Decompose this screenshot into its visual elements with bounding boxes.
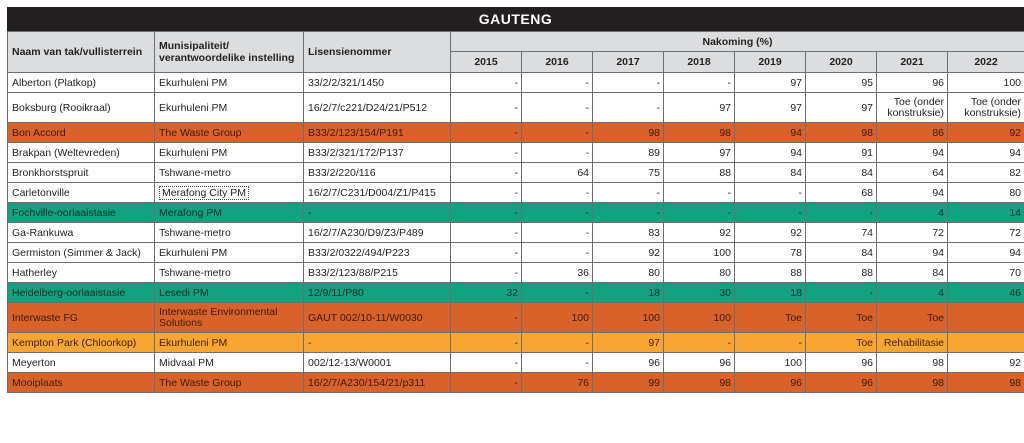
cell-license: 33/2/2/321/1450 [304,73,451,93]
cell-name: Meyerton [8,353,155,373]
cell-value: 88 [735,263,806,283]
cell-name: Interwaste FG [8,303,155,333]
cell-value: 91 [806,143,877,163]
cell-value: 76 [522,373,593,393]
table-row [8,73,1024,93]
table-row [8,353,1024,373]
cell-name: Heidelberg-oorlaaistasie [8,283,155,303]
cell-value: 84 [806,243,877,263]
cell-value: - [522,73,593,93]
header-year: 2016 [522,52,593,73]
cell-value: - [451,243,522,263]
cell-value: - [451,183,522,203]
cell-license: 16/2/7/c221/D24/21/P512 [304,93,451,123]
cell-license: 16/2/7/A230/D9/Z3/P489 [304,223,451,243]
cell-value: 92 [948,353,1024,373]
table-row [8,333,1024,353]
cell-value: 96 [664,353,735,373]
cell-value: 94 [948,143,1024,163]
cell-value: 100 [735,353,806,373]
cell-license: B33/2/0322/494/P223 [304,243,451,263]
cell-value: - [735,203,806,223]
table-row [8,163,1024,183]
cell-value: - [451,263,522,283]
cell-value: 84 [877,263,948,283]
cell-municipality: Ekurhuleni PM [155,93,304,123]
cell-value: 96 [593,353,664,373]
cell-value: Toe [877,303,948,333]
cell-value: 68 [806,183,877,203]
header-municipality: Munisipaliteit/ verantwoordelike instelling [155,32,304,73]
cell-value: 82 [948,163,1024,183]
cell-municipality: Midvaal PM [155,353,304,373]
cell-value: 89 [593,143,664,163]
cell-value: 88 [806,263,877,283]
cell-name: Hatherley [8,263,155,283]
table-row [8,93,1024,123]
cell-value: 97 [593,333,664,353]
cell-value: 97 [735,93,806,123]
cell-value [948,303,1024,333]
cell-value: - [735,333,806,353]
cell-value: - [522,333,593,353]
cell-value: 18 [593,283,664,303]
cell-value: 80 [593,263,664,283]
cell-name: Germiston (Simmer & Jack) [8,243,155,263]
table-row [8,223,1024,243]
cell-value: 30 [664,283,735,303]
cell-value: 98 [593,123,664,143]
cell-value: - [451,123,522,143]
cell-value: 4 [877,283,948,303]
cell-municipality: Ekurhuleni PM [155,333,304,353]
cell-value: 94 [735,143,806,163]
cell-value: 88 [664,163,735,183]
cell-value: - [451,333,522,353]
header-compliance: Nakoming (%) [451,32,1024,52]
cell-name: Mooiplaats [8,373,155,393]
table-row [8,183,1024,203]
header-year: 2017 [593,52,664,73]
cell-value: 96 [877,73,948,93]
cell-value: 72 [877,223,948,243]
cell-value: 36 [522,263,593,283]
table-row [8,203,1024,223]
cell-municipality: Tshwane-metro [155,163,304,183]
cell-value: - [522,183,593,203]
cell-value: - [522,223,593,243]
cell-value: 75 [593,163,664,183]
cell-license: B33/2/123/154/P191 [304,123,451,143]
cell-license: B33/2/123/88/P215 [304,263,451,283]
cell-value: 100 [948,73,1024,93]
cell-value: 92 [948,123,1024,143]
cell-value: - [806,283,877,303]
cell-value: - [451,163,522,183]
cell-value: 95 [806,73,877,93]
cell-value: 96 [806,353,877,373]
cell-value: 94 [877,143,948,163]
cell-value: - [593,93,664,123]
cell-municipality: Ekurhuleni PM [155,243,304,263]
cell-value: 99 [593,373,664,393]
table-row [8,143,1024,163]
cell-value: 98 [664,123,735,143]
cell-value: - [522,243,593,263]
cell-license: GAUT 002/10-11/W0030 [304,303,451,333]
cell-name: Bon Accord [8,123,155,143]
cell-value: 97 [664,143,735,163]
cell-value: - [522,143,593,163]
cell-value: - [593,203,664,223]
cell-license: B33/2/321/172/P137 [304,143,451,163]
cell-value: 94 [877,183,948,203]
cell-value: 92 [735,223,806,243]
cell-value: 92 [593,243,664,263]
cell-value: 84 [806,163,877,183]
table-body [8,73,1024,393]
cell-license: - [304,203,451,223]
cell-value: 100 [664,243,735,263]
cell-license: - [304,333,451,353]
cell-value: 94 [735,123,806,143]
cell-name: Alberton (Platkop) [8,73,155,93]
cell-value: 94 [877,243,948,263]
cell-value: - [664,73,735,93]
table-row [8,243,1024,263]
cell-value: 74 [806,223,877,243]
cell-value: - [664,333,735,353]
header-year: 2020 [806,52,877,73]
header-year: 2021 [877,52,948,73]
cell-license: 002/12-13/W0001 [304,353,451,373]
cell-value: Rehabilitasie [877,333,948,353]
cell-value: Toe [806,333,877,353]
cell-municipality: Tshwane-metro [155,223,304,243]
cell-municipality: Tshwane-metro [155,263,304,283]
cell-value: - [451,203,522,223]
cell-value: - [451,303,522,333]
cell-license: B33/2/220/116 [304,163,451,183]
cell-value: 97 [735,73,806,93]
cell-municipality: Interwaste Environmental Solutions [155,303,304,333]
cell-value: 83 [593,223,664,243]
cell-municipality-text: Merafong City PM [159,186,249,200]
cell-value: 92 [664,223,735,243]
cell-value: Toe (onder konstruksie) [877,93,948,123]
cell-license: 16/2/7/A230/154/21/p311 [304,373,451,393]
cell-value: - [522,123,593,143]
table-row [8,123,1024,143]
cell-value: 100 [593,303,664,333]
cell-municipality: Ekurhuleni PM [155,143,304,163]
table-title: GAUTENG [7,7,1024,31]
table-row [8,263,1024,283]
cell-value: 98 [877,353,948,373]
cell-value: 96 [806,373,877,393]
cell-value: Toe [735,303,806,333]
cell-municipality [155,183,304,203]
cell-name: Bronkhorstspruit [8,163,155,183]
cell-value: - [451,223,522,243]
cell-value: 98 [664,373,735,393]
cell-value: 64 [877,163,948,183]
cell-value: 97 [806,93,877,123]
cell-value: - [451,143,522,163]
compliance-table [7,31,1024,393]
cell-value: 98 [948,373,1024,393]
cell-value: Toe (onder konstruksie) [948,93,1024,123]
cell-value: 98 [877,373,948,393]
cell-municipality: Lesedi PM [155,283,304,303]
table-row [8,303,1024,333]
cell-value: - [593,183,664,203]
cell-value: 86 [877,123,948,143]
cell-value: 84 [735,163,806,183]
cell-value: 98 [806,123,877,143]
cell-value: - [593,73,664,93]
cell-name: Boksburg (Rooikraal) [8,93,155,123]
cell-value: - [451,373,522,393]
cell-license: 16/2/7/C231/D004/Z1/P415 [304,183,451,203]
cell-value: 96 [735,373,806,393]
cell-value: 94 [948,243,1024,263]
cell-value: 64 [522,163,593,183]
cell-value: - [664,203,735,223]
header-year: 2019 [735,52,806,73]
cell-value: - [664,183,735,203]
cell-value: 4 [877,203,948,223]
header-name: Naam van tak/vullisterrein [8,32,155,73]
table-row [8,373,1024,393]
cell-value: 80 [664,263,735,283]
cell-value: 70 [948,263,1024,283]
cell-value: 100 [522,303,593,333]
report-table-container [7,7,1024,393]
cell-value [948,333,1024,353]
cell-value: 97 [664,93,735,123]
cell-value: 100 [664,303,735,333]
cell-license: 12/9/11/P80 [304,283,451,303]
cell-value: - [451,93,522,123]
cell-value: 46 [948,283,1024,303]
header-license: Lisensienommer [304,32,451,73]
cell-value: 72 [948,223,1024,243]
header-year: 2018 [664,52,735,73]
cell-value: 32 [451,283,522,303]
cell-value: 80 [948,183,1024,203]
cell-value: - [451,73,522,93]
cell-value: - [522,93,593,123]
cell-value: - [451,353,522,373]
cell-value: - [522,203,593,223]
cell-name: Fochville-oorlaaistasie [8,203,155,223]
header-year: 2022 [948,52,1024,73]
cell-municipality: The Waste Group [155,373,304,393]
cell-municipality: Merafong PM [155,203,304,223]
header-year: 2015 [451,52,522,73]
cell-value: 14 [948,203,1024,223]
cell-value: - [806,203,877,223]
cell-name: Ga-Rankuwa [8,223,155,243]
cell-value: - [735,183,806,203]
cell-value: - [522,283,593,303]
cell-municipality: The Waste Group [155,123,304,143]
cell-value: Toe [806,303,877,333]
cell-municipality: Ekurhuleni PM [155,73,304,93]
cell-name: Carletonville [8,183,155,203]
cell-name: Brakpan (Weltevreden) [8,143,155,163]
cell-value: - [522,353,593,373]
cell-name: Kempton Park (Chloorkop) [8,333,155,353]
table-row [8,283,1024,303]
cell-value: 18 [735,283,806,303]
cell-value: 78 [735,243,806,263]
